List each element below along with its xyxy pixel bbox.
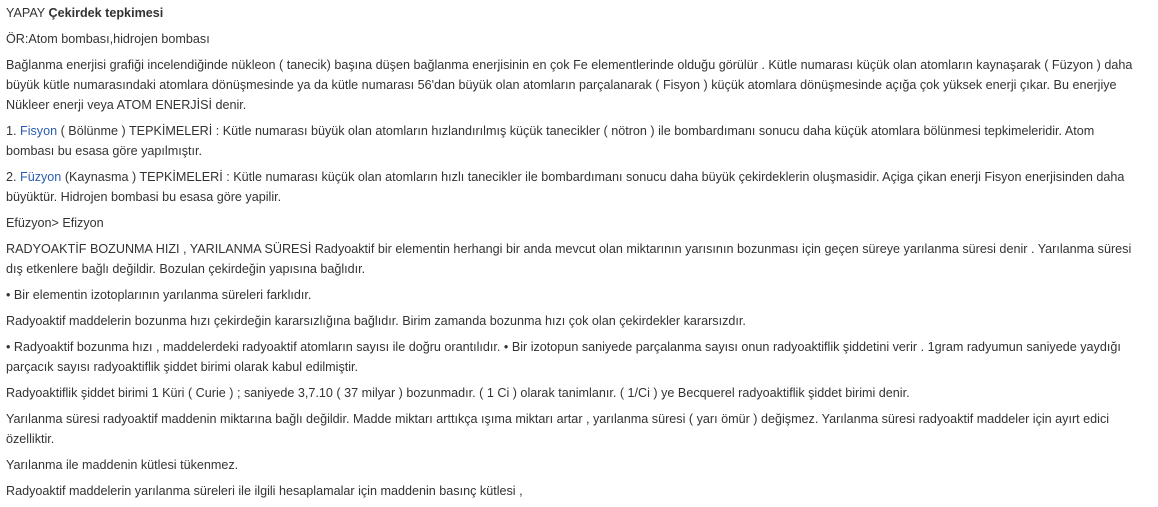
paragraph-intensity: • Radyoaktif bozunma hızı , maddelerdeki radyoaktif atomların sayısı ile doğru orantılıdır. • Bir izotopun saniyede parçalanma sayısı onun radyoaktiflik şiddetini verir . 1gram radyumun saniyede yaydığı parçacık sayısı radyoaktiflik şiddet birimi olarak kabul edilmiştir.: [6, 340, 1121, 374]
paragraph-radioactive-decay: RADYOAKTİF BOZUNMA HIZI , YARILANMA SÜRESİ Radyoaktif bir elementin herhangi bir anda mevcut olan miktarının yarısının bozunması için geçen süreye yarılanma süresi denir . Yarılanma süresi dış etkenlere bağlı değildir. Bozulan çekirdeğin yapısına bağlıdır.: [6, 242, 1132, 276]
paragraph-half-life: Yarılanma süresi radyoaktif maddenin miktarına bağlı değildir. Madde miktarı arttıkça ışıma miktarı artar , yarılanma süresi ( yarı ömür ) değişmez. Yarılanma süresi radyoaktif maddeler için ayırt edici özelliktir.: [6, 412, 1110, 446]
paragraph-fisyon: [6, 121, 1141, 161]
article-title: [6, 3, 1141, 23]
paragraph-mass: Yarılanma ile maddenin kütlesi tükenmez.: [6, 458, 239, 472]
paragraph-isotopes: • Bir elementin izotoplarının yarılanma süreleri farklıdır.: [6, 288, 312, 302]
paragraph-fuzyon: [6, 167, 1141, 207]
fuzyon-text: (Kaynasma ) TEPKİMELERİ : Kütle numarası küçük olan atomların hızlı tanecikler ile bombardımanı sonucu daha büyük çekirdeklerin oluşmasidir. Açiga çikan enerji Fisyon enerjisinden daha büyüktür. Hidrojen bombasi bu esasa göre yapilir.: [6, 170, 1125, 204]
paragraph-binding-energy: Bağlanma enerjisi grafiği incelendiğinde nükleon ( tanecik) başına düşen bağlanma enerjisinin en çok Fe elementlerinde olduğu görülür . Kütle numarası küçük olan atomların kaynaşarak ( Füzyon ) daha büyük kütle numarasındaki atomlara dönüşmesinde ya da kütle numarası 56'dan büyük olan atomların parçalanarak ( Fisyon ) küçük atomlara dönüşmesinde açığa çok yüksek enerji çıkar. Bu enerjiye Nükleer enerji veya ATOM ENERJİSİ denir.: [6, 58, 1133, 112]
title-main: Çekirdek tepkimesi: [48, 6, 164, 20]
paragraph-comparison: Efüzyon> Efizyon: [6, 216, 104, 230]
fuzyon-number: 2.: [6, 170, 17, 184]
paragraph-decay-rate: Radyoaktif maddelerin bozunma hızı çekirdeğin kararsızlığına bağlıdır. Birim zamanda bozunma hızı çok olan çekirdekler kararsızdır.: [6, 314, 746, 328]
title-prefix: YAPAY: [6, 6, 45, 20]
fuzyon-link[interactable]: Füzyon: [20, 170, 62, 184]
paragraph-calculation: Radyoaktif maddelerin yarılanma süreleri ile ilgili hesaplamalar için maddenin basınç kütlesi ,: [6, 484, 523, 498]
examples-line: ÖR:Atom bombası,hidrojen bombası: [6, 32, 210, 46]
fisyon-text: ( Bölünme ) TEPKİMELERİ : Kütle numarası büyük olan atomların hızlandırılmış küçük tanecikler ( nötron ) ile bombardımanı sonucu daha küçük atomlara bölünmesi tepkimeleridir. Atom bombası bu esasa göre yapılmıştır.: [6, 124, 1095, 158]
fisyon-number: 1.: [6, 124, 17, 138]
paragraph-curie: Radyoaktiflik şiddet birimi 1 Küri ( Curie ) ; saniyede 3,7.10 ( 37 milyar ) bozunmadır. ( 1 Ci ) olarak tanimlanır. ( 1/Ci ) ye Becquerel radyoaktiflik şiddet birimi denir.: [6, 386, 910, 400]
fisyon-link[interactable]: Fisyon: [20, 124, 58, 138]
